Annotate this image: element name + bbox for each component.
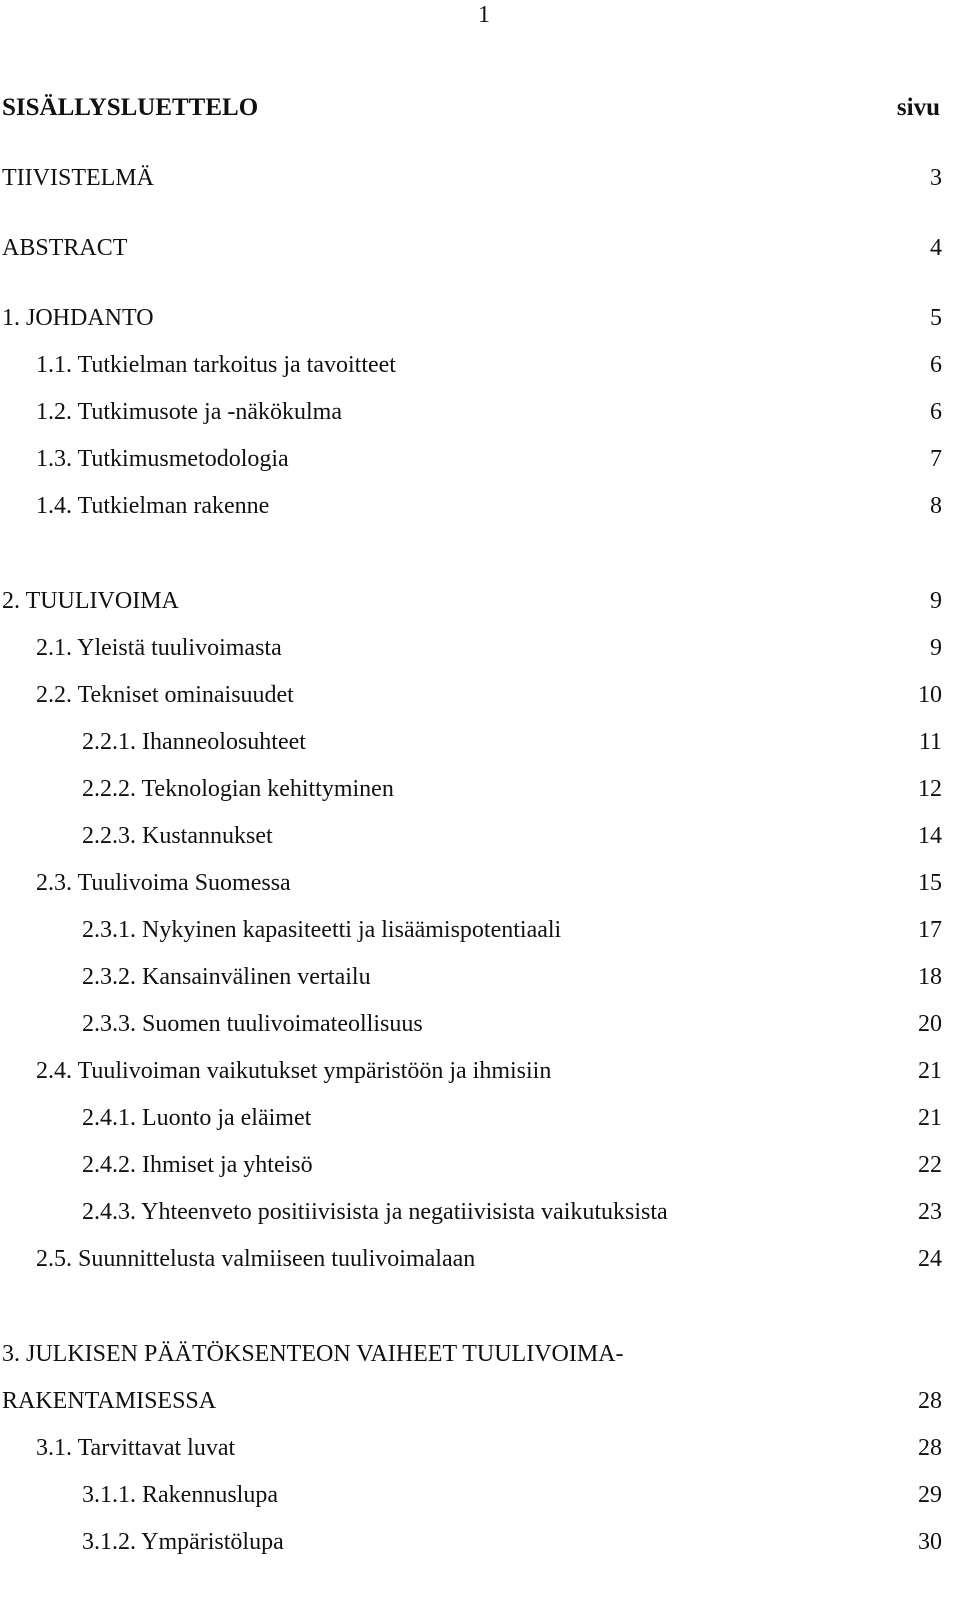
toc-entry bbox=[0, 682, 960, 716]
toc-entry bbox=[0, 1482, 960, 1516]
toc-entry-label: 2. TUULIVOIMA bbox=[2, 588, 179, 614]
toc-entry bbox=[0, 776, 960, 810]
toc-entry-page: 3 bbox=[930, 165, 942, 191]
toc-entry-label: 3.1. Tarvittavat luvat bbox=[36, 1435, 236, 1461]
toc-entry-label: 3. JULKISEN PÄÄTÖKSENTEON VAIHEET TUULIVOIMA- bbox=[2, 1341, 624, 1367]
toc-entry bbox=[0, 588, 960, 622]
toc-title: SISÄLLYSLUETTELO bbox=[2, 94, 259, 121]
toc-entry bbox=[0, 399, 960, 433]
toc-entry-label: 1.2. Tutkimusote ja -näkökulma bbox=[36, 399, 342, 425]
page-number: 1 bbox=[478, 2, 490, 28]
toc-entry-label: TIIVISTELMÄ bbox=[2, 165, 154, 191]
toc-entry bbox=[0, 305, 960, 339]
toc-entry-page: 21 bbox=[918, 1058, 942, 1084]
toc-entry-label: 1.4. Tutkielman rakenne bbox=[36, 493, 270, 519]
toc-entry bbox=[0, 1152, 960, 1186]
toc-entry bbox=[0, 1529, 960, 1563]
toc-entry-page: 9 bbox=[930, 588, 942, 614]
toc-entry bbox=[0, 1246, 960, 1280]
toc-entry-page: 6 bbox=[930, 399, 942, 425]
toc-entry-page: 21 bbox=[918, 1105, 942, 1131]
toc-entry bbox=[0, 165, 960, 199]
toc-entry-page: 9 bbox=[930, 635, 942, 661]
toc-entry-page: 18 bbox=[918, 964, 942, 990]
toc-entry-page: 28 bbox=[918, 1435, 942, 1461]
toc-entry bbox=[0, 1388, 960, 1422]
toc-entry-page: 17 bbox=[918, 917, 942, 943]
toc-entry-page: 15 bbox=[918, 870, 942, 896]
toc-entry-page: 24 bbox=[918, 1246, 942, 1272]
toc-entry-page: 5 bbox=[930, 305, 942, 331]
toc-entry-label: 2.3.3. Suomen tuulivoimateollisuus bbox=[82, 1011, 423, 1037]
toc-entry bbox=[0, 1435, 960, 1469]
toc-entry-label: 1. JOHDANTO bbox=[2, 305, 154, 331]
toc-entry-label: ABSTRACT bbox=[2, 235, 128, 261]
toc-entry bbox=[0, 235, 960, 269]
toc-entry-label: 1.1. Tutkielman tarkoitus ja tavoitteet bbox=[36, 352, 396, 378]
toc-entry-page: 20 bbox=[918, 1011, 942, 1037]
toc-entry-label: 2.2. Tekniset ominaisuudet bbox=[36, 682, 294, 708]
toc-entry-label: 3.1.2. Ympäristölupa bbox=[82, 1529, 284, 1555]
toc-entry-page: 23 bbox=[918, 1199, 942, 1225]
toc-entry bbox=[0, 1105, 960, 1139]
toc-entry-page: 6 bbox=[930, 352, 942, 378]
toc-entry-page: 22 bbox=[918, 1152, 942, 1178]
toc-entry-label: 2.2.2. Teknologian kehittyminen bbox=[82, 776, 394, 802]
toc-entry-label: 2.4.1. Luonto ja eläimet bbox=[82, 1105, 312, 1131]
toc-entry-label: 2.3. Tuulivoima Suomessa bbox=[36, 870, 291, 896]
toc-entry-page: 10 bbox=[918, 682, 942, 708]
toc-entry bbox=[0, 493, 960, 527]
toc-entry bbox=[0, 917, 960, 951]
toc-entry bbox=[0, 1058, 960, 1092]
toc-entry-label: 1.3. Tutkimusmetodologia bbox=[36, 446, 289, 472]
toc-entry bbox=[0, 964, 960, 998]
toc-entry bbox=[0, 1341, 960, 1375]
toc-heading-row bbox=[0, 94, 960, 128]
toc-entry-page: 29 bbox=[918, 1482, 942, 1508]
toc-entry-label: 2.3.1. Nykyinen kapasiteetti ja lisäämispotentiaali bbox=[82, 917, 562, 943]
toc-entry-page: 12 bbox=[918, 776, 942, 802]
toc-entry-label: 2.2.3. Kustannukset bbox=[82, 823, 273, 849]
toc-entry bbox=[0, 729, 960, 763]
toc-entry-page: 28 bbox=[918, 1388, 942, 1414]
toc-page-column-label: sivu bbox=[896, 94, 940, 121]
toc-entry-page: 8 bbox=[930, 493, 942, 519]
toc-entry-label: 2.3.2. Kansainvälinen vertailu bbox=[82, 964, 371, 990]
toc-entry bbox=[0, 823, 960, 857]
toc-entry bbox=[0, 446, 960, 480]
toc-entry-label: RAKENTAMISESSA bbox=[2, 1388, 217, 1414]
toc-entry bbox=[0, 352, 960, 386]
toc-entry-label: 2.1. Yleistä tuulivoimasta bbox=[36, 635, 282, 661]
toc-entry-label: 2.4.3. Yhteenveto positiivisista ja negatiivisista vaikutuksista bbox=[82, 1199, 668, 1225]
toc-entry-page: 30 bbox=[918, 1529, 942, 1555]
toc-entry-label: 3.1.1. Rakennuslupa bbox=[82, 1482, 278, 1508]
toc-entry bbox=[0, 870, 960, 904]
toc-entry-page: 14 bbox=[918, 823, 942, 849]
toc-entry-label: 2.4.2. Ihmiset ja yhteisö bbox=[82, 1152, 313, 1178]
toc-entry-page: 11 bbox=[918, 729, 942, 755]
toc-entry bbox=[0, 1011, 960, 1045]
toc-entry-page: 4 bbox=[930, 235, 942, 261]
toc-entry bbox=[0, 635, 960, 669]
toc-entry-label: 2.5. Suunnittelusta valmiiseen tuulivoimalaan bbox=[36, 1246, 476, 1272]
toc-entry-label: 2.2.1. Ihanneolosuhteet bbox=[82, 729, 306, 755]
toc-entry-page: 7 bbox=[930, 446, 942, 472]
toc-entry bbox=[0, 1199, 960, 1233]
toc-entry-label: 2.4. Tuulivoiman vaikutukset ympäristöön ja ihmisiin bbox=[36, 1058, 552, 1084]
